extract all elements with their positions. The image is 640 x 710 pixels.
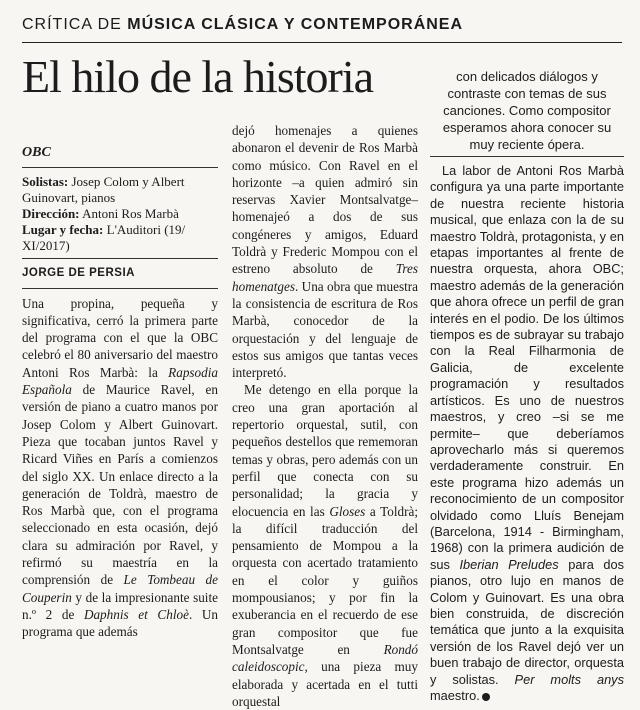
credit-soloists: Solistas: Josep Colom y Albert Guinovart, pianos [22,174,185,206]
author-rule-bottom [22,288,218,289]
end-mark-icon [482,693,490,701]
section-label: CRÍTICA DE [22,16,128,33]
column-2 [232,122,418,710]
body-paragraph: Una propina, pequeña y significativa, cerró la primera parte del programa con el que la OBC celebró el 80 aniversario del maestro Antoni Ros Marbà: la Rapsodia Española de Maurice Ravel, en versión de piano a cuatro manos por Josep Colom y Albert Guinovart. Pieza que tocaban juntos Ravel y Ricard Viñes en París a comienzos del siglo XX. Un enlace directo a la generación de Toldrà, maestro de Ros Marbà que, con el programa seleccionado en esta ocasión, dejó clara su admiración por Ravel, y refirmó su maestría en la comprensión de Le Tombeau de Couperin y de la impresionante suite n.º 2 de Daphnis et Chloè. Un programa que además [22,295,218,640]
section-header [22,16,622,42]
headline: El hilo de la historia [22,51,374,102]
pull-quote: con delicados diálogos y contraste con temas de sus canciones. Como compositor esperamos ahora conocer su muy reciente ópera. [442,69,612,152]
pull-quote-rule [430,156,624,157]
concert-title: OBC [22,145,51,160]
body-paragraph: Me detengo en ella porque la creo una gran aportación al repertorio orquestal, sutil, con pequeños destellos que rememoran temas y obras, pero además con un perfil que conecta con su personalidad; la gracia y elocuencia en las Gloses a Toldrà; la difícil traducción del pensamiento de Mompou a la orquesta con acertado tratamiento en el color y guiños mompousianos; y por fin la exuberancia en el recuerdo de ese gran compositor que fue Montsalvatge en Rondó caleidoscopic, una pieza muy elaborada y acertada en el tutti orquestal [232,382,418,709]
author-rule-top [22,258,218,259]
header-rule [22,42,622,43]
credit-conductor: Dirección: Antoni Ros Marbà [22,206,179,222]
column-1 [22,144,218,641]
credits-rule [22,167,218,168]
credit-venue: Lugar y fecha: L'Auditori (19/ XI/2017) [22,222,186,254]
credits-box [22,174,218,254]
section-title: MÚSICA CLÁSICA Y CONTEMPORÁNEA [127,16,464,33]
author-byline: JORGE DE PERSIA [22,267,135,280]
column-3 [430,68,624,704]
body-paragraph: dejó homenajes a quienes abonaron el devenir de Ros Marbà como músico. Con Ravel en el horizonte –a quien admiró sin reservas Xavier Montsalvatge– homenajeó a dos de sus congéneres y amigos, Eduard Toldrà y Frederic Mompou con el estreno absoluto de Tres homenatges. Una obra que muestra la consistencia de escritura de Ros Marbà, conocedor de la orquestación y del lenguaje de estos sus amigos que tantas veces interpretó. [232,123,418,381]
body-paragraph: La labor de Antoni Ros Marbà configura ya una parte importante de nuestra reciente historia musical, que enlaza con la de su maestro Toldrà, protagonista, y en etapas importantes al frente de nuestra orquesta, ahora OBC; maestro además de la generación que ahora ofrece un perfil de gran interés en el podio. De los últimos tiempos es de subrayar su trabajo con la Real Filharmonia de Galicia, de excelente programación y resultados artísticos. Es uno de nuestros maestros, y creo –si se me permite– que deberíamos aprovecharlo más si queremos verdaderamente construir. En este programa hizo además un reconocimiento de un compositor olvidado como Lluís Benejam (Barcelona, 1914 - Birmingham, 1968) con la primera audición de sus Iberian Preludes para dos pianos, otro lujo en manos de Colom y Guinovart. Es una obra bien construida, de discreción temática que junto a la exquisita versión de los Ravel dejó ver un buen trabajo de director, orquesta y solistas. Per molts anys maestro. [430,163,624,703]
